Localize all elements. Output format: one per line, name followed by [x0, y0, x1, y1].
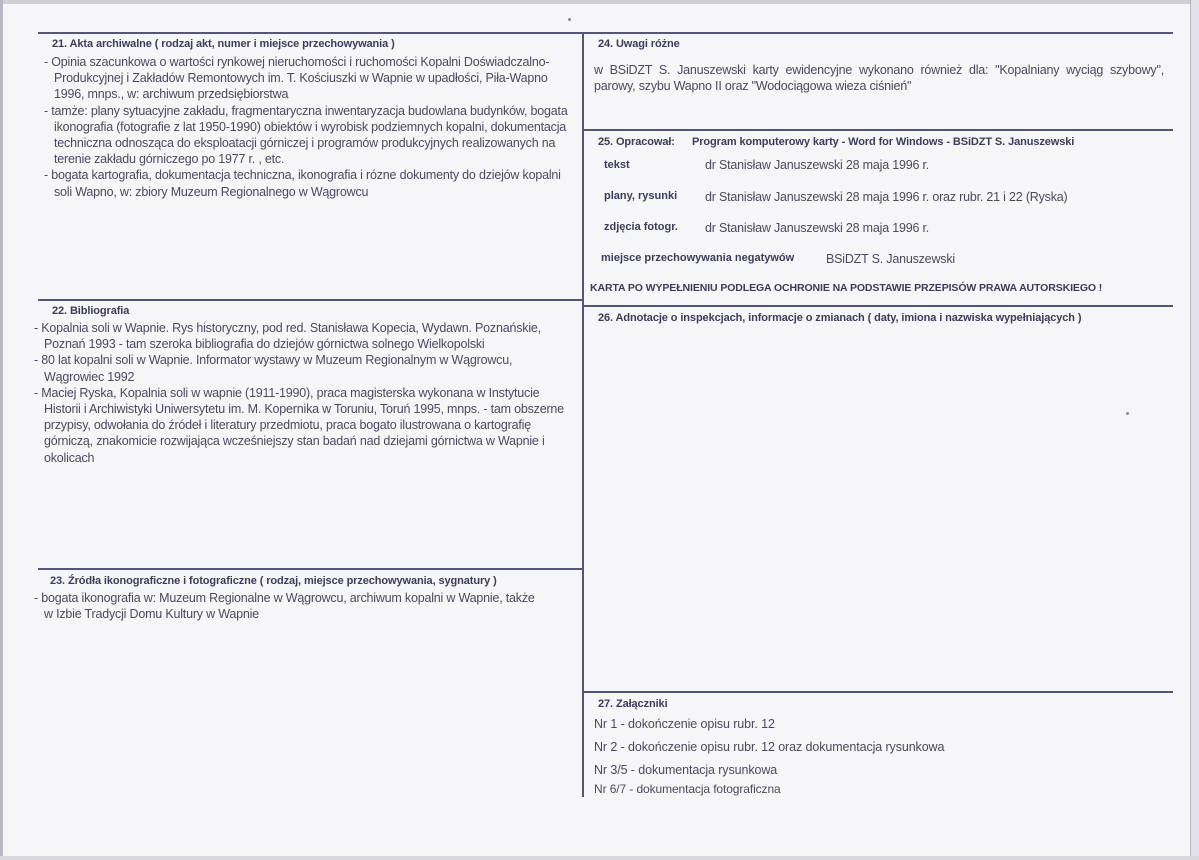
row-label-text: tekst — [604, 159, 630, 171]
list-item: - Maciej Ryska, Kopalnia soli w wapnie (1911-1990), praca magisterska wykonana w Instytucie Historii i Archiwistyki Uniwersytetu im. M. Kopernika w Toruniu, Toruń 1995, mnps. - tam obszerne przypisy, odwołania do źródeł i literatury przedmiotu, praca bogato ilustrowana o kartografię górniczą, znakomicie rozwijająca wcześniejszy stan badań nad dziejami górnictwa w Wapnie i okolicach — [34, 385, 564, 465]
attachment-item: Nr 2 - dokończenie opisu rubr. 12 oraz dokumentacja rysunkowa — [594, 740, 945, 754]
speck-mark — [568, 18, 571, 21]
section-21-title: 21. Akta archiwalne ( rodzaj akt, numer i miejsce przechowywania ) — [52, 38, 395, 50]
section-25-program: Program komputerowy karty - Word for Windows - BSiDZT S. Januszewski — [692, 136, 1075, 148]
list-item: - Kopalnia soli w Wapnie. Rys historyczny, pod red. Stanisława Kopecia, Wydawn. Poznańskie, Poznań 1993 - tam szeroka bibliografia do dziejów górnictwa solnego Wielkopolski — [34, 321, 541, 352]
attachment-item: Nr 6/7 - dokumentacja fotograficzna — [594, 782, 781, 796]
row-value-plans: dr Stanisław Januszewski 28 maja 1996 r. oraz rubr. 21 i 22 (Ryska) — [705, 190, 1068, 204]
section-27-title: 27. Załączniki — [598, 698, 668, 710]
section-26-title: 26. Adnotacje o inspekcjach, informacje o zmianach ( daty, imiona i nazwiska wypełniających ) — [598, 312, 1082, 324]
row-value-photos: dr Stanisław Januszewski 28 maja 1996 r. — [705, 221, 930, 235]
row-value-negatives: BSiDZT S. Januszewski — [826, 252, 955, 266]
speck-mark — [1126, 412, 1129, 415]
section-24-body: w BSiDZT S. Januszewski karty ewidencyjne wykonano również dla: "Kopalniany wyciąg szybowy", parowy, szybu Wapno II oraz "Wodociągowa wieza ciśnień" — [594, 63, 1164, 94]
section-23-title: 23. Źródła ikonograficzne i fotograficzne ( rodzaj, miejsce przechowywania, sygnatury ) — [50, 575, 497, 587]
card-edge-right — [1190, 0, 1199, 860]
attachment-item: Nr 3/5 - dokumentacja rysunkowa — [594, 763, 778, 777]
attachment-item: Nr 1 - dokończenie opisu rubr. 12 — [594, 717, 775, 731]
row-value-text: dr Stanisław Januszewski 28 maja 1996 r. — [705, 158, 930, 172]
section-22-body — [34, 320, 574, 466]
section-22-title: 22. Bibliografia — [52, 305, 130, 317]
section-25-title: 25. Opracował: — [598, 136, 675, 148]
list-item: - tamże: plany sytuacyjne zakładu, fragmentaryczna inwentaryzacja budowlana budynków, bogata ikonografia (fotografie z lat 1950-1990) obiektów i wyrobisk podziemnych kopalni, dokumentacja techniczna odnosząca do eksploatacji górniczej i programów produkcyjnych realizowanych na terenie zakładu górniczego po 1977 r. , etc. — [44, 103, 568, 167]
section-23-body — [34, 590, 544, 622]
card-edge-left — [0, 0, 3, 860]
center-divider — [582, 32, 584, 797]
rule-top-right — [584, 32, 1173, 34]
rule-23 — [38, 568, 584, 570]
rule-26 — [584, 305, 1173, 307]
list-item: - 80 lat kopalni soli w Wapnie. Informator wystawy w Muzeum Regionalnym w Wągrowcu, Wągrowiec 1992 — [34, 353, 513, 384]
row-label-negatives: miejsce przechowywania negatywów — [601, 252, 795, 264]
section-21-body — [44, 54, 572, 200]
row-label-photos: zdjęcia fotogr. — [604, 221, 678, 233]
section-24-title: 24. Uwagi różne — [598, 38, 680, 50]
copyright-notice: KARTA PO WYPEŁNIENIU PODLEGA OCHRONIE NA PODSTAWIE PRZEPISÓW PRAWA AUTORSKIEGO ! — [590, 282, 1103, 294]
rule-27 — [584, 691, 1173, 693]
rule-top-left — [38, 32, 584, 34]
list-item: - bogata ikonografia w: Muzeum Regionalne w Wągrowcu, archiwum kopalni w Wapnie, także w Izbie Tradycji Domu Kultury w Wapnie — [34, 591, 535, 622]
rule-22 — [38, 299, 584, 301]
list-item: - Opinia szacunkowa o wartości rynkowej nieruchomości i ruchomości Kopalni Doświadczalno-Produkcyjnej i Zakładów Remontowych im. T. Kościuszki w Wapnie w upadłości, Piła-Wapno 1996, mnps., w: archiwum przedsiębiorstwa — [44, 55, 550, 102]
rule-25 — [584, 129, 1173, 131]
card-edge-bottom — [0, 856, 1199, 860]
row-label-plans: plany, rysunki — [604, 190, 678, 202]
list-item: - bogata kartografia, dokumentacja techniczna, ikonografia i rózne dokumenty do dziejów kopalni soli Wapno, w: zbiory Muzeum Regionalnego w Wągrowcu — [44, 168, 561, 199]
card-edge-top — [0, 0, 1199, 4]
